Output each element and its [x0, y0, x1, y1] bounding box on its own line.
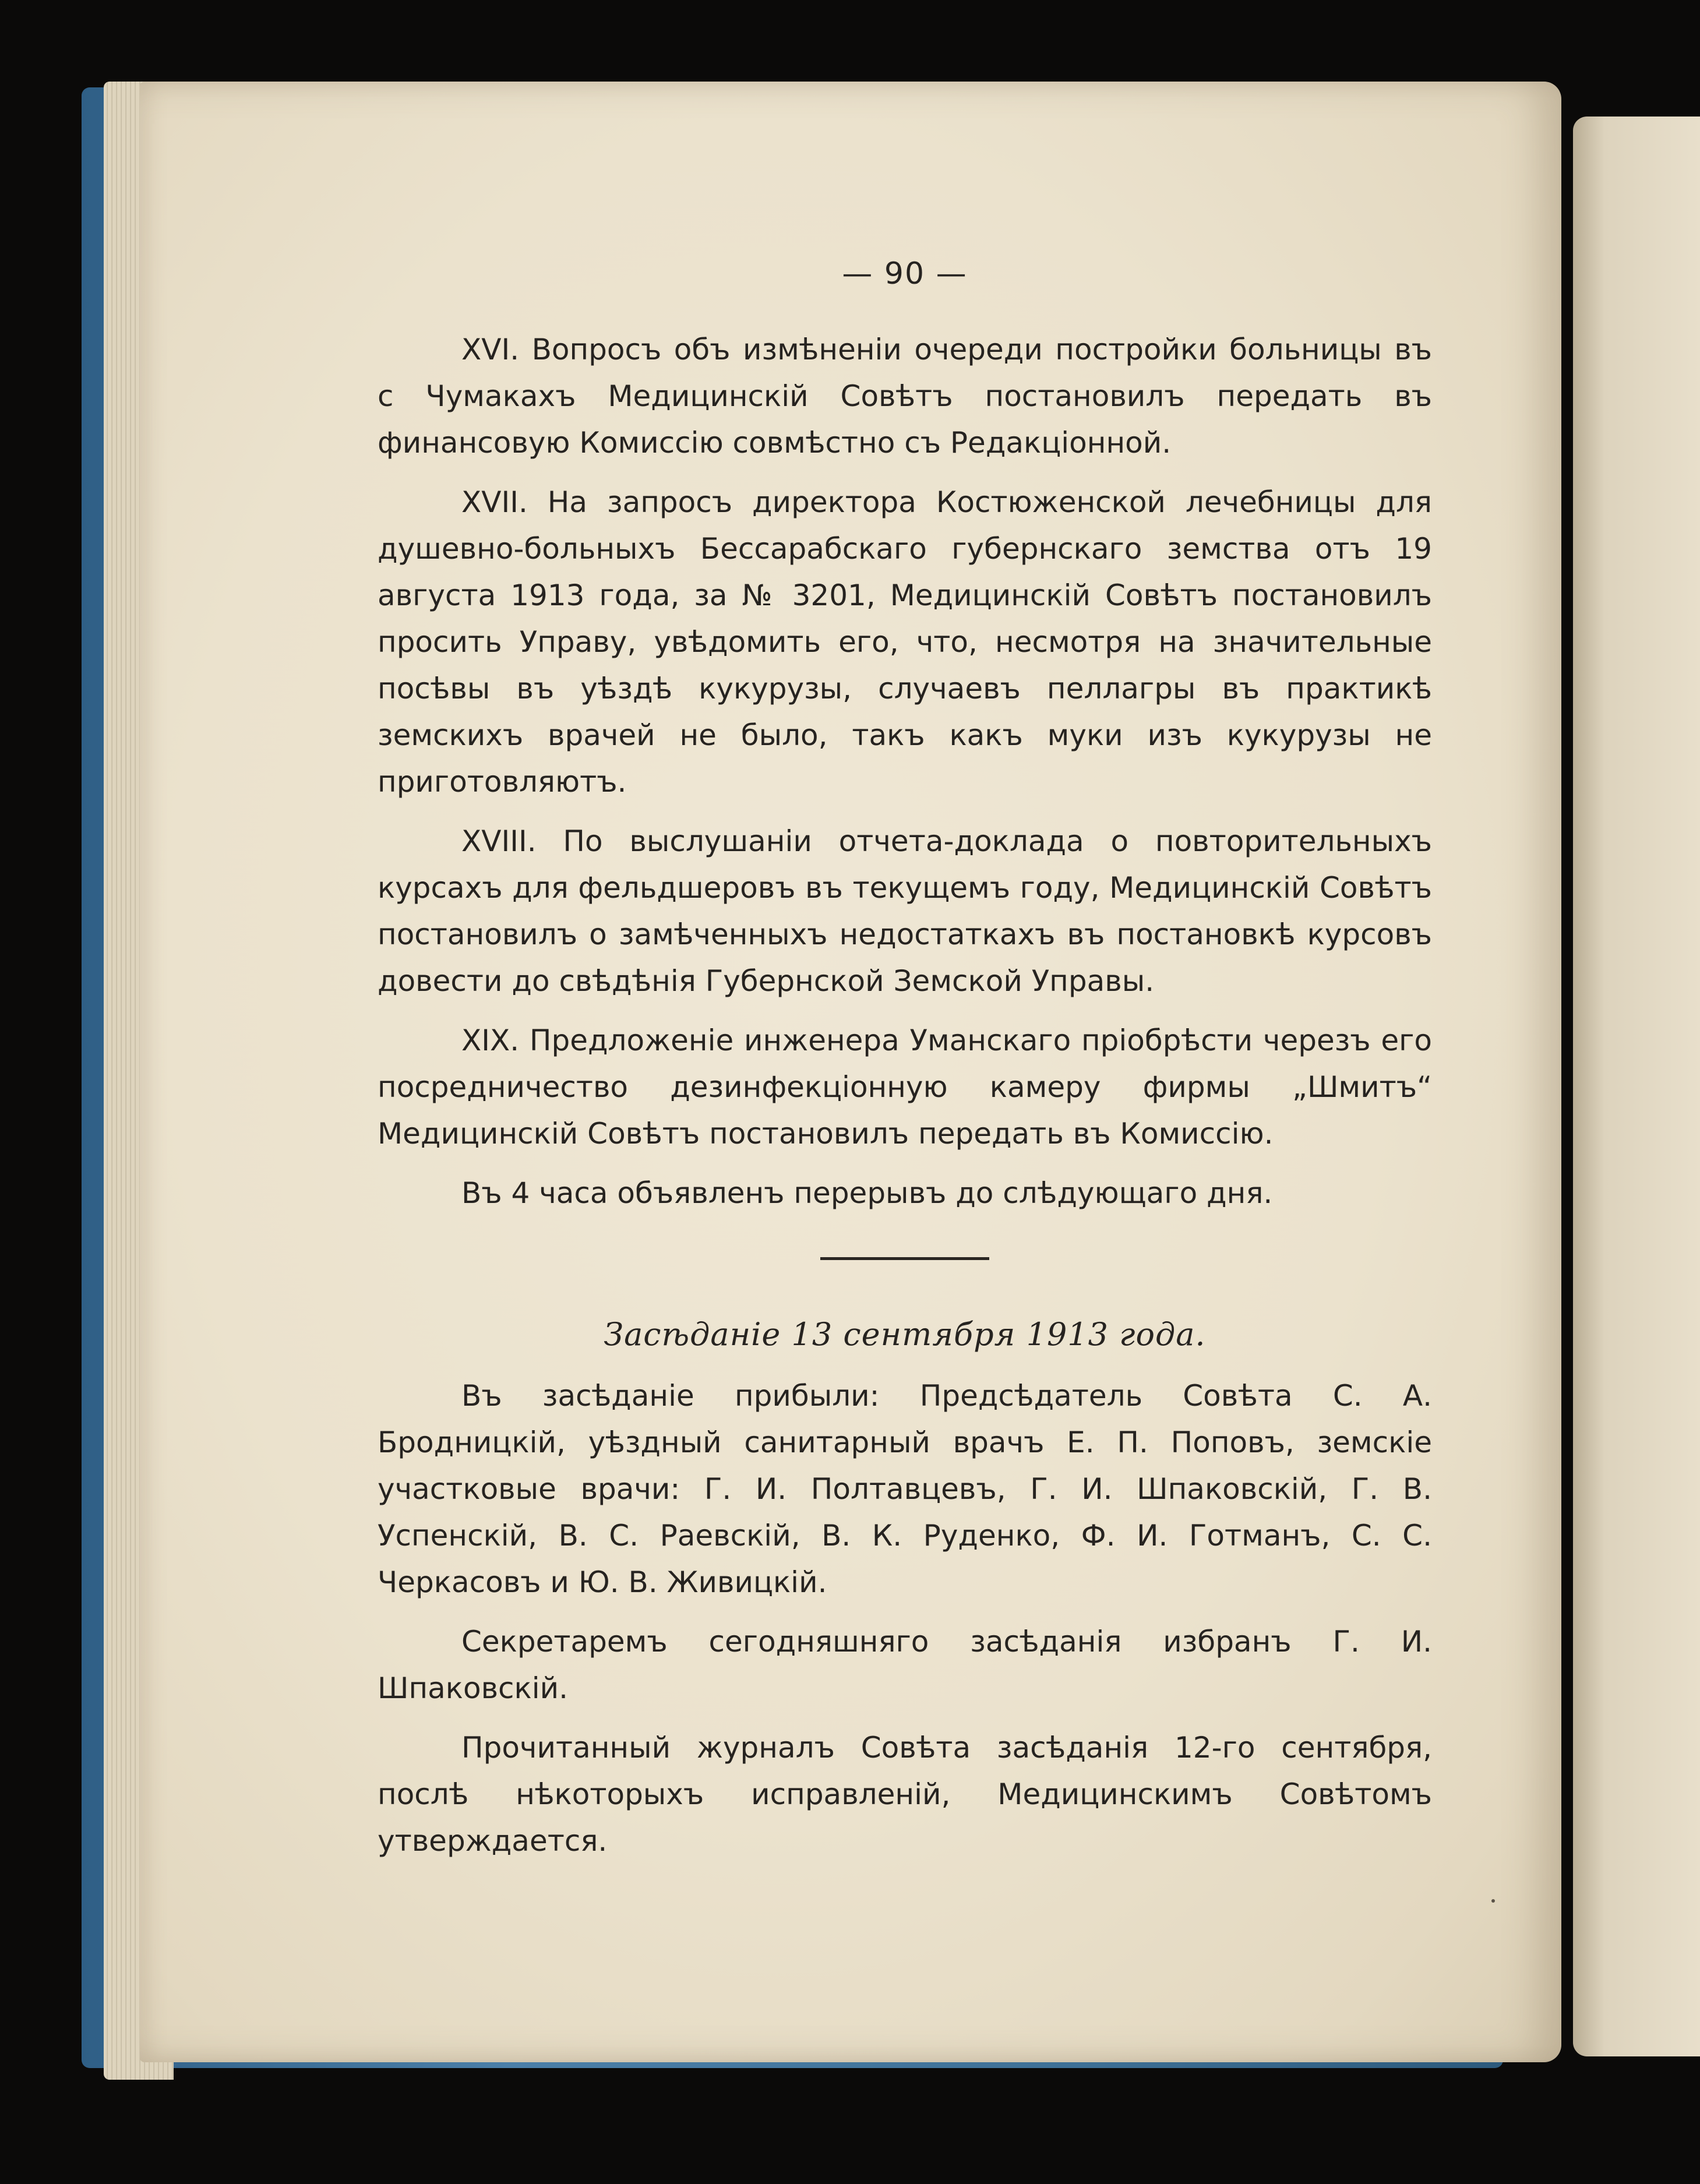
- paragraph-xix: XIX. Предложеніе инженера Уманскаго пріобрѣсти черезъ его посредничество дезинфекціонную камеру фирмы „Шмитъ“ Медицинскій Совѣтъ постановилъ передать въ Комиссію.: [378, 1024, 1432, 1151]
- session-heading: Засѣданіе 13 сентября 1913 года.: [604, 1316, 1206, 1353]
- paper-speck: [1491, 1899, 1495, 1903]
- paragraph-break-announcement: Въ 4 часа объявленъ перерывъ до слѣдующаго дня.: [461, 1176, 1273, 1210]
- paragraph-xviii: XVIII. По выслушаніи отчета-доклада о повторительныхъ курсахъ для фельдшеровъ въ текущемъ году, Медицинскій Совѣтъ постановилъ о замѣченныхъ недостаткахъ въ постановкѣ курсовъ довести до свѣдѣнія Губернской Земской Управы.: [378, 824, 1432, 998]
- paragraph-xvi: XVI. Вопросъ объ измѣненіи очереди постройки больницы въ с Чумакахъ Медицинскій Совѣтъ постановилъ передать въ финансовую Комиссію совмѣстно съ Редакціонной.: [378, 333, 1432, 460]
- paragraph-journal: Прочитанный журналъ Совѣта засѣданія 12-го сентября, послѣ нѣкоторыхъ исправленій, Медицинскимъ Совѣтомъ утверждается.: [378, 1731, 1432, 1858]
- paragraph-secretary: Секретаремъ сегодняшняго засѣданія избранъ Г. И. Шпаковскій.: [378, 1625, 1432, 1705]
- facing-page-edge: [1573, 117, 1700, 2056]
- page-content: [378, 256, 1432, 1877]
- paragraph-xvii: XVII. На запросъ директора Костюженской лечебницы для душевно-больныхъ Бессарабскаго губернскаго земства отъ 19 августа 1913 года, за № 3201, Медицинскій Совѣтъ постановилъ просить Управу, увѣдомить его, что, несмотря на значительные посѣвы въ уѣздѣ кукурузы, случаевъ пеллагры въ практикѣ земскихъ врачей не было, такъ какъ муки изъ кукурузы не приготовляютъ.: [378, 485, 1432, 799]
- paragraph-attendees: Въ засѣданіе прибыли: Предсѣдатель Совѣта С. А. Бродницкій, уѣздный санитарный врачъ Е. П. Поповъ, земскіе участковые врачи: Г. И. Полтавцевъ, Г. И. Шпаковскій, Г. В. Успенскій, В. С. Раевскій, В. К. Руденко, Ф. И. Готманъ, С. С. Черкасовъ и Ю. В. Живицкій.: [378, 1379, 1432, 1599]
- section-divider: [820, 1257, 989, 1260]
- page-number: — 90 —: [842, 256, 968, 291]
